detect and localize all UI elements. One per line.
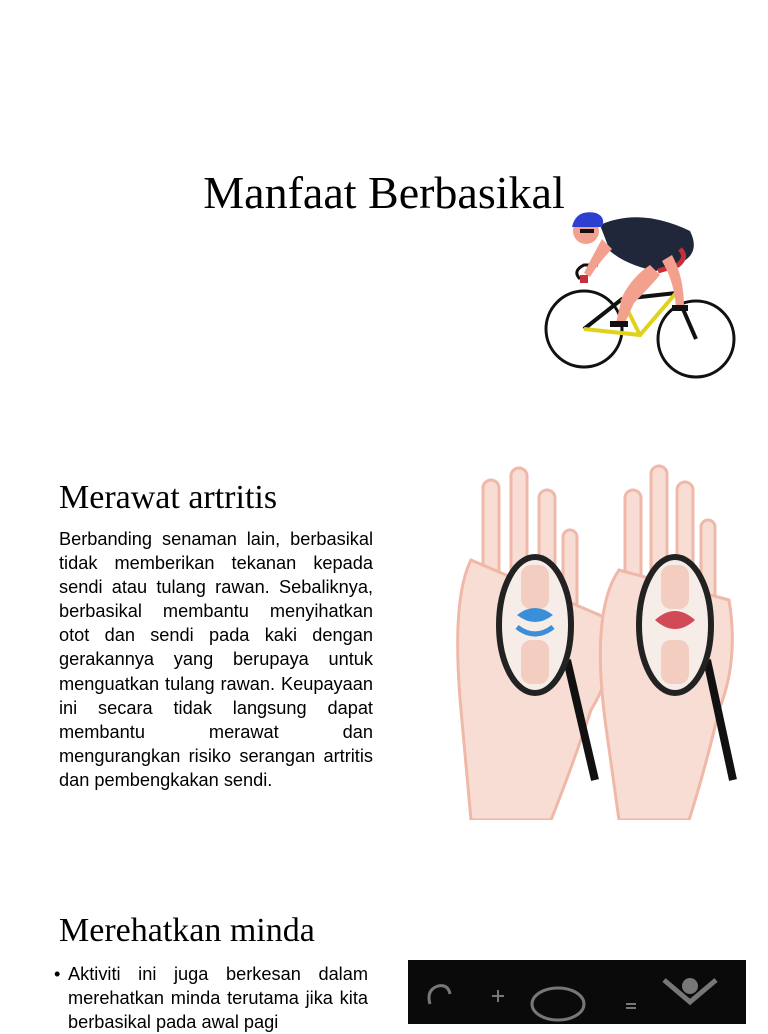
section-heading-mind: Merehatkan minda (59, 912, 315, 949)
exercise-icons-image (408, 960, 746, 1024)
section-heading-arthritis: Merawat artritis (59, 479, 278, 516)
arm-icon (429, 986, 450, 1004)
bullet-list (54, 962, 368, 1034)
arthritis-hands-illustration (455, 460, 740, 820)
helmet (572, 212, 603, 227)
person-icon-head (682, 978, 698, 994)
cyclist-illustration (540, 205, 740, 385)
brain-icon (532, 988, 584, 1020)
bullet-item: • Aktiviti ini juga berkesan dalam merehatkan minda terutama jika kita berbasikal pada awal pagi (54, 962, 368, 1034)
section-body-arthritis: Berbanding senaman lain, berbasikal tidak memberikan tekanan kepada sendi atau tulang rawan. Sebaliknya, berbasikal membantu menyihatkan otot dan sendi pada kaki dengan gerakannya yang berupaya untuk menguatkan tulang rawan. Keupayaan ini secara tidak langsung dapat membantu merawat dan mengurangkan risiko serangan artritis dan pembengkakan sendi. (59, 529, 373, 790)
slide-title: Manfaat Berbasikal (203, 167, 565, 218)
plus-icon (492, 990, 504, 1002)
